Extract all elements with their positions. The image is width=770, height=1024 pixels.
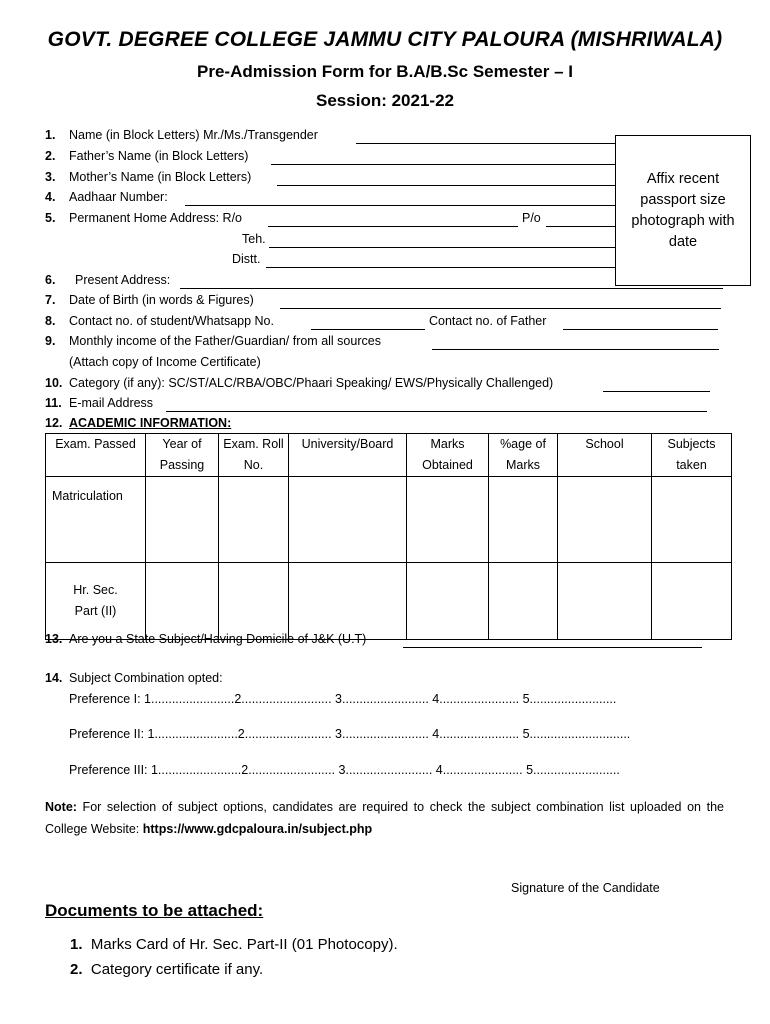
table-cell[interactable] — [489, 477, 558, 563]
field-distt-input[interactable] — [266, 267, 615, 268]
field-ro-input[interactable] — [268, 226, 518, 227]
table-cell[interactable] — [652, 563, 732, 640]
field-teh-label: Teh. — [242, 232, 266, 246]
field-domicile-input[interactable] — [403, 647, 702, 648]
field-1-number: 1. — [45, 128, 56, 142]
form-title: Pre-Admission Form for B.A/B.Sc Semester – I — [197, 62, 573, 81]
table-cell[interactable] — [489, 563, 558, 640]
field-9-number: 9. — [45, 334, 56, 348]
table-cell[interactable] — [289, 563, 407, 640]
document-number: 1. — [70, 936, 83, 953]
col-school: School — [558, 434, 652, 477]
academic-table-header — [46, 434, 732, 477]
field-aadhaar-input[interactable] — [185, 205, 615, 206]
field-5-number: 5. — [45, 211, 56, 225]
col-roll-no: Exam. Roll No. — [219, 434, 289, 477]
field-name-input[interactable] — [356, 143, 615, 144]
note-paragraph — [45, 796, 724, 840]
documents-heading: Documents to be attached: — [45, 901, 264, 920]
field-po-input[interactable] — [546, 226, 615, 227]
field-4-number: 4. — [45, 190, 56, 204]
row-label-matriculation: Matriculation — [46, 477, 146, 563]
field-po-label: P/o — [522, 211, 541, 225]
col-subjects-taken: Subjects taken — [652, 434, 732, 477]
field-2-number: 2. — [45, 149, 56, 163]
field-father-input[interactable] — [271, 164, 615, 165]
table-row — [46, 563, 732, 640]
field-father-contact-label: Contact no. of Father — [429, 314, 547, 328]
field-contact-input[interactable] — [311, 329, 425, 330]
field-12-number: 12. — [45, 416, 63, 430]
table-cell[interactable] — [652, 477, 732, 563]
field-mother-input[interactable] — [277, 185, 615, 186]
session-label: Session: 2021-22 — [316, 91, 454, 110]
field-category-input[interactable] — [603, 391, 710, 392]
field-7-number: 7. — [45, 293, 56, 307]
field-3-number: 3. — [45, 170, 56, 184]
college-title: GOVT. DEGREE COLLEGE JAMMU CITY PALOURA (MISHRIWALA) — [47, 28, 723, 51]
field-13-number: 13. — [45, 632, 63, 646]
field-10-number: 10. — [45, 376, 63, 390]
table-cell[interactable] — [289, 477, 407, 563]
photo-box: Affix recent passport size photograph with date — [615, 135, 751, 286]
preference-1[interactable]: Preference I: 1........................2.......................... 3......................... 4....................... 5......................... — [69, 692, 617, 706]
field-email-label: E-mail Address — [69, 396, 154, 410]
col-exam-passed: Exam. Passed — [46, 434, 146, 477]
field-8-number: 8. — [45, 314, 56, 328]
field-aadhaar-label: Aadhaar Number: — [69, 190, 168, 204]
table-cell[interactable] — [407, 477, 489, 563]
preference-3[interactable]: Preference III: 1........................2......................... 3......................... 4....................... 5......................... — [69, 763, 620, 777]
field-mother-label: Mother’s Name (in Block Letters) — [69, 170, 252, 184]
field-teh-input[interactable] — [269, 247, 615, 248]
field-14-number: 14. — [45, 671, 63, 685]
list-item — [70, 936, 398, 953]
table-cell[interactable] — [219, 477, 289, 563]
field-father-label: Father’s Name (in Block Letters) — [69, 149, 249, 163]
table-cell[interactable] — [558, 563, 652, 640]
field-dob-label: Date of Birth (in words & Figures) — [69, 293, 254, 307]
field-present-address-label: Present Address: — [75, 273, 171, 287]
field-subject-combination-label: Subject Combination opted: — [69, 671, 223, 685]
field-name-label: Name (in Block Letters) Mr./Ms./Transgender — [69, 128, 318, 142]
academic-table — [45, 433, 732, 640]
field-present-address-input[interactable] — [180, 288, 723, 289]
row-label-hr-sec: Hr. Sec. Part (II) — [46, 563, 146, 640]
academic-info-heading: ACADEMIC INFORMATION: — [69, 416, 232, 430]
field-income-label: Monthly income of the Father/Guardian/ from all sources — [69, 334, 381, 348]
field-income-note: (Attach copy of Income Certificate) — [69, 355, 261, 369]
field-domicile-label: Are you a State Subject/Having Domicile of J&K (U.T) — [69, 632, 367, 646]
field-11-number: 11. — [45, 396, 62, 410]
preference-2[interactable]: Preference II: 1........................2......................... 3......................... 4....................... 5............................. — [69, 727, 631, 741]
document-text: Category certificate if any. — [90, 961, 264, 978]
table-cell[interactable] — [219, 563, 289, 640]
field-category-label: Category (if any): SC/ST/ALC/RBA/OBC/Phaari Speaking/ EWS/Physically Challenged) — [69, 376, 554, 390]
field-email-input[interactable] — [166, 411, 707, 412]
col-year-of-passing: Year of Passing — [146, 434, 219, 477]
col-percentage: %age of Marks — [489, 434, 558, 477]
field-income-input[interactable] — [432, 349, 719, 350]
table-row — [46, 477, 732, 563]
table-cell[interactable] — [558, 477, 652, 563]
signature-label: Signature of the Candidate — [511, 881, 660, 895]
field-distt-label: Distt. — [232, 252, 261, 266]
table-cell[interactable] — [407, 563, 489, 640]
list-item — [70, 961, 263, 978]
table-cell[interactable] — [146, 563, 219, 640]
field-dob-input[interactable] — [280, 308, 721, 309]
document-text: Marks Card of Hr. Sec. Part-II (01 Photocopy). — [90, 936, 398, 953]
field-6-number: 6. — [45, 273, 56, 287]
subject-list-link[interactable]: https://www.gdcpaloura.in/subject.php — [142, 822, 373, 836]
table-cell[interactable] — [146, 477, 219, 563]
col-university-board: University/Board — [289, 434, 407, 477]
field-father-contact-input[interactable] — [563, 329, 718, 330]
note-text: For selection of subject options, candidates are required to check the subject combination list uploaded on the College Website: — [45, 800, 724, 836]
field-contact-label: Contact no. of student/Whatsapp No. — [69, 314, 274, 328]
field-address-label: Permanent Home Address: R/o — [69, 211, 242, 225]
col-marks-obtained: Marks Obtained — [407, 434, 489, 477]
document-number: 2. — [70, 961, 83, 978]
note-label: Note: — [45, 800, 77, 814]
